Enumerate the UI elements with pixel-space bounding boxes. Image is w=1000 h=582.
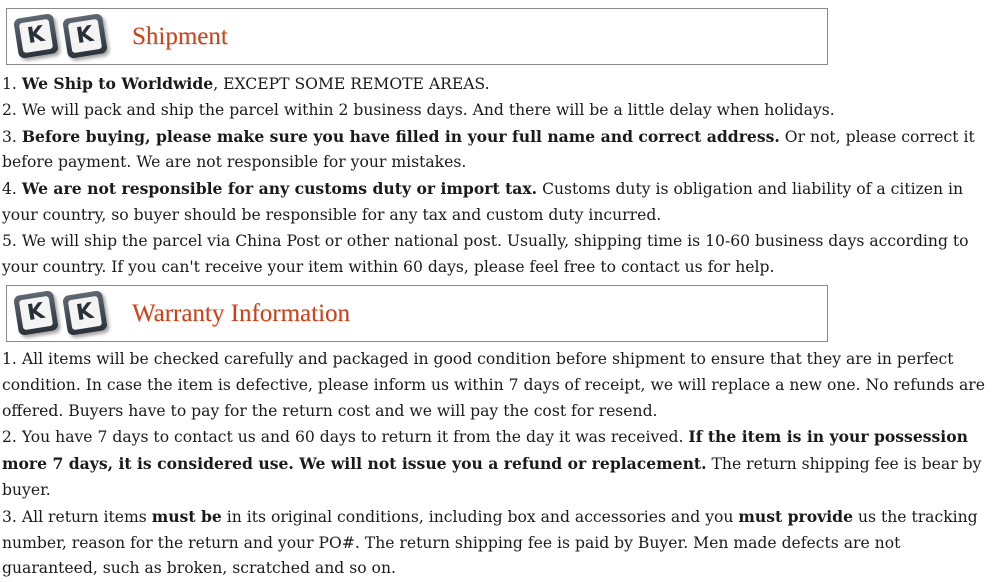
warranty-item-3 (2, 504, 998, 582)
item-text: us the tracking number, reason for the return and your PO#. The return shipping fee is paid by Buyer. Men made defects are not guaranteed, such as broken, scratched and so on. (2, 507, 978, 578)
emphasis-text: We are not responsible for any customs duty or import tax. (21, 179, 538, 199)
shipment-item-3 (2, 124, 998, 177)
warranty-item-1 (2, 347, 998, 424)
item-text: Customs duty is obligation and liability of a citizen in your country, so buyer should be responsible for any tax and custom duty incurred. (2, 180, 964, 224)
item-text: The return shipping fee is bear by buyer. (2, 455, 982, 499)
item-text: 2. We will pack and ship the parcel within 2 business days. And there will be a little delay when holidays. (2, 100, 835, 119)
item-text: 3. All return items (2, 507, 152, 526)
logo-letter-k: K (68, 19, 102, 53)
warranty-item-2 (2, 424, 998, 503)
emphasis-text: Before buying, please make sure you have filled in your full name and correct address. (21, 126, 780, 146)
emphasis-text: We Ship to Worldwide (21, 74, 214, 93)
emphasis-text: must provide (738, 506, 853, 526)
item-text: 5. We will ship the parcel via China Post or other national post. Usually, shipping time is 10-60 business days according to your country. If you can't receive your item within 60 days, please feel free to contact us for help. (2, 231, 969, 276)
item-text: , EXCEPT SOME REMOTE AREAS. (213, 75, 490, 93)
warranty-title: Warranty Information (132, 300, 351, 327)
logo-letter-k: K (19, 296, 53, 330)
item-text: 1. (2, 75, 22, 93)
logo-letter-k: K (68, 296, 102, 330)
kk-logo-tile-2 (62, 13, 108, 59)
item-text: 2. You have 7 days to contact us and 60 days to return it from the day it was received. (2, 428, 689, 447)
shipment-item-2 (2, 98, 998, 124)
emphasis-text: If the item is in your possession more 7 days, it is considered use. We will not issue you a refund or replacement. (2, 427, 968, 474)
emphasis-text: must be (151, 506, 222, 526)
item-text: 4. (2, 180, 22, 199)
item-text: Or not, please correct it before payment. We are not responsible for your mistakes. (2, 127, 975, 172)
item-text: in its original conditions, including box and accessories and you (221, 507, 739, 526)
shipment-list (2, 71, 998, 280)
kk-logo-tile-2 (62, 290, 108, 336)
shipment-item-1 (2, 71, 998, 98)
warranty-list (2, 347, 998, 582)
shipment-banner (6, 8, 828, 65)
item-text: 1. All items will be checked carefully and packaged in good condition before shipment to ensure that they are in perfect condition. In case the item is defective, please inform us within 7 days of receipt, we will replace a new one. No refunds are offered. Buyers have to pay for the return cost and we will pay the cost for resend. (2, 350, 985, 420)
kk-logo-tile-1 (13, 13, 59, 59)
shipment-item-4 (2, 176, 998, 229)
shipment-title: Shipment (132, 23, 228, 50)
shipment-item-5 (2, 229, 998, 281)
logo-letter-k: K (19, 19, 53, 53)
item-text: 3. (2, 127, 22, 146)
kk-logo-tile-1 (13, 290, 59, 336)
warranty-banner (6, 285, 828, 342)
